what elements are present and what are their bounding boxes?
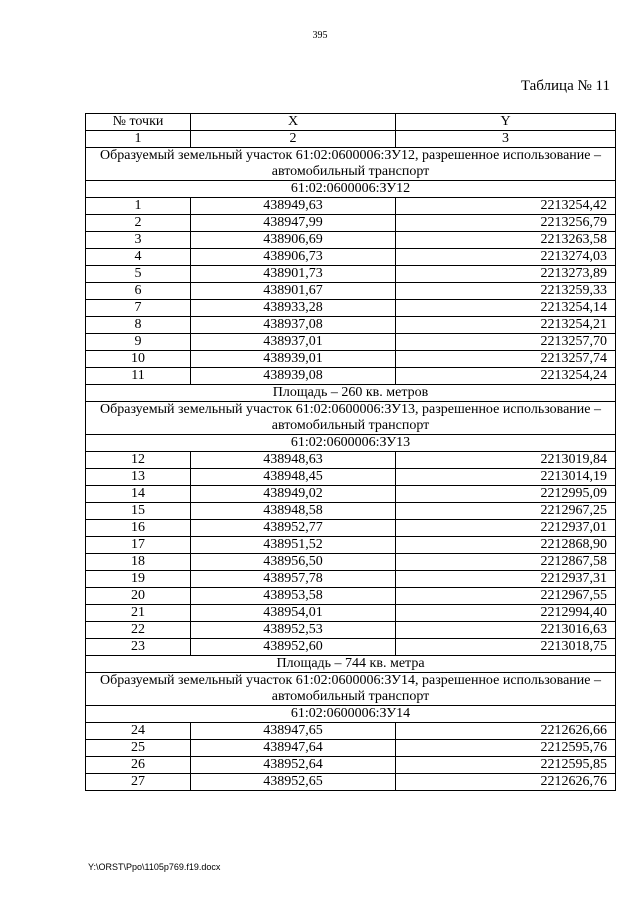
table-row [86, 283, 616, 300]
table-row [86, 351, 616, 368]
table-row [86, 232, 616, 249]
section-title: Образуемый земельный участок 61:02:0600006:ЗУ13, разрешенное использование – автомобильный транспорт [86, 402, 616, 435]
y-coordinate: 2213254,14 [396, 300, 616, 317]
table-row [86, 334, 616, 351]
table-row [86, 368, 616, 385]
x-coordinate: 438949,63 [191, 198, 396, 215]
index-cell: 1 [86, 131, 191, 148]
section-area: Площадь – 260 кв. метров [86, 385, 616, 402]
table-row [86, 198, 616, 215]
section-code-row [86, 435, 616, 452]
x-coordinate: 438933,28 [191, 300, 396, 317]
point-number: 1 [86, 198, 191, 215]
x-coordinate: 438952,53 [191, 622, 396, 639]
point-number: 10 [86, 351, 191, 368]
table-row [86, 520, 616, 537]
table-row [86, 740, 616, 757]
x-coordinate: 438947,65 [191, 723, 396, 740]
header-x: X [191, 114, 396, 131]
y-coordinate: 2213259,33 [396, 283, 616, 300]
point-number: 8 [86, 317, 191, 334]
point-number: 3 [86, 232, 191, 249]
y-coordinate: 2213263,58 [396, 232, 616, 249]
index-cell: 2 [191, 131, 396, 148]
table-header-row [86, 114, 616, 131]
section-code-row [86, 706, 616, 723]
table-row [86, 266, 616, 283]
y-coordinate: 2212994,40 [396, 605, 616, 622]
x-coordinate: 438948,58 [191, 503, 396, 520]
section-area-row [86, 656, 616, 673]
section-code-row [86, 181, 616, 198]
y-coordinate: 2212967,55 [396, 588, 616, 605]
section-title-row [86, 148, 616, 181]
point-number: 5 [86, 266, 191, 283]
section-title: Образуемый земельный участок 61:02:0600006:ЗУ14, разрешенное использование – автомобильный транспорт [86, 673, 616, 706]
point-number: 14 [86, 486, 191, 503]
x-coordinate: 438937,08 [191, 317, 396, 334]
x-coordinate: 438952,65 [191, 774, 396, 791]
point-number: 18 [86, 554, 191, 571]
table-row [86, 588, 616, 605]
index-cell: 3 [396, 131, 616, 148]
x-coordinate: 438906,73 [191, 249, 396, 266]
table-row [86, 300, 616, 317]
x-coordinate: 438939,08 [191, 368, 396, 385]
point-number: 24 [86, 723, 191, 740]
point-number: 15 [86, 503, 191, 520]
table-row [86, 571, 616, 588]
point-number: 6 [86, 283, 191, 300]
point-number: 23 [86, 639, 191, 656]
y-coordinate: 2212626,66 [396, 723, 616, 740]
section-code: 61:02:0600006:ЗУ14 [86, 706, 616, 723]
table-row [86, 723, 616, 740]
x-coordinate: 438956,50 [191, 554, 396, 571]
point-number: 2 [86, 215, 191, 232]
y-coordinate: 2213273,89 [396, 266, 616, 283]
section-area: Площадь – 744 кв. метра [86, 656, 616, 673]
y-coordinate: 2212595,85 [396, 757, 616, 774]
y-coordinate: 2212626,76 [396, 774, 616, 791]
x-coordinate: 438951,52 [191, 537, 396, 554]
table-row [86, 503, 616, 520]
x-coordinate: 438949,02 [191, 486, 396, 503]
point-number: 13 [86, 469, 191, 486]
point-number: 22 [86, 622, 191, 639]
x-coordinate: 438947,64 [191, 740, 396, 757]
table-row [86, 639, 616, 656]
table-row [86, 249, 616, 266]
table-row [86, 317, 616, 334]
section-title-row [86, 402, 616, 435]
point-number: 25 [86, 740, 191, 757]
x-coordinate: 438948,63 [191, 452, 396, 469]
x-coordinate: 438901,67 [191, 283, 396, 300]
x-coordinate: 438954,01 [191, 605, 396, 622]
x-coordinate: 438952,77 [191, 520, 396, 537]
x-coordinate: 438901,73 [191, 266, 396, 283]
y-coordinate: 2212595,76 [396, 740, 616, 757]
point-number: 19 [86, 571, 191, 588]
y-coordinate: 2213254,24 [396, 368, 616, 385]
point-number: 17 [86, 537, 191, 554]
y-coordinate: 2213014,19 [396, 469, 616, 486]
header-y: Y [396, 114, 616, 131]
point-number: 11 [86, 368, 191, 385]
x-coordinate: 438906,69 [191, 232, 396, 249]
table-row [86, 757, 616, 774]
y-coordinate: 2213254,42 [396, 198, 616, 215]
point-number: 26 [86, 757, 191, 774]
x-coordinate: 438947,99 [191, 215, 396, 232]
point-number: 21 [86, 605, 191, 622]
y-coordinate: 2212937,01 [396, 520, 616, 537]
x-coordinate: 438948,45 [191, 469, 396, 486]
x-coordinate: 438952,60 [191, 639, 396, 656]
point-number: 27 [86, 774, 191, 791]
point-number: 9 [86, 334, 191, 351]
table-row [86, 537, 616, 554]
coordinates-table [85, 113, 616, 791]
point-number: 4 [86, 249, 191, 266]
y-coordinate: 2212995,09 [396, 486, 616, 503]
y-coordinate: 2213019,84 [396, 452, 616, 469]
section-area-row [86, 385, 616, 402]
y-coordinate: 2213254,21 [396, 317, 616, 334]
x-coordinate: 438953,58 [191, 588, 396, 605]
section-code: 61:02:0600006:ЗУ12 [86, 181, 616, 198]
table-row [86, 215, 616, 232]
y-coordinate: 2213257,70 [396, 334, 616, 351]
x-coordinate: 438937,01 [191, 334, 396, 351]
table-row [86, 554, 616, 571]
x-coordinate: 438952,64 [191, 757, 396, 774]
section-code: 61:02:0600006:ЗУ13 [86, 435, 616, 452]
table-caption: Таблица № 11 [520, 78, 610, 94]
footer-file-path: Y:\ORST\Ppo\1105p769.f19.docx [88, 862, 221, 872]
table-index-row [86, 131, 616, 148]
table-row [86, 469, 616, 486]
y-coordinate: 2212868,90 [396, 537, 616, 554]
y-coordinate: 2212867,58 [396, 554, 616, 571]
table-row [86, 622, 616, 639]
y-coordinate: 2212967,25 [396, 503, 616, 520]
point-number: 16 [86, 520, 191, 537]
y-coordinate: 2212937,31 [396, 571, 616, 588]
y-coordinate: 2213256,79 [396, 215, 616, 232]
point-number: 7 [86, 300, 191, 317]
section-title-row [86, 673, 616, 706]
x-coordinate: 438957,78 [191, 571, 396, 588]
table-row [86, 605, 616, 622]
page-number: 395 [312, 30, 328, 41]
point-number: 12 [86, 452, 191, 469]
coordinates-table-body [86, 114, 616, 791]
y-coordinate: 2213018,75 [396, 639, 616, 656]
y-coordinate: 2213257,74 [396, 351, 616, 368]
table-row [86, 774, 616, 791]
y-coordinate: 2213274,03 [396, 249, 616, 266]
x-coordinate: 438939,01 [191, 351, 396, 368]
table-row [86, 452, 616, 469]
point-number: 20 [86, 588, 191, 605]
y-coordinate: 2213016,63 [396, 622, 616, 639]
table-row [86, 486, 616, 503]
header-point-number: № точки [86, 114, 191, 131]
section-title: Образуемый земельный участок 61:02:0600006:ЗУ12, разрешенное использование – автомобильный транспорт [86, 148, 616, 181]
